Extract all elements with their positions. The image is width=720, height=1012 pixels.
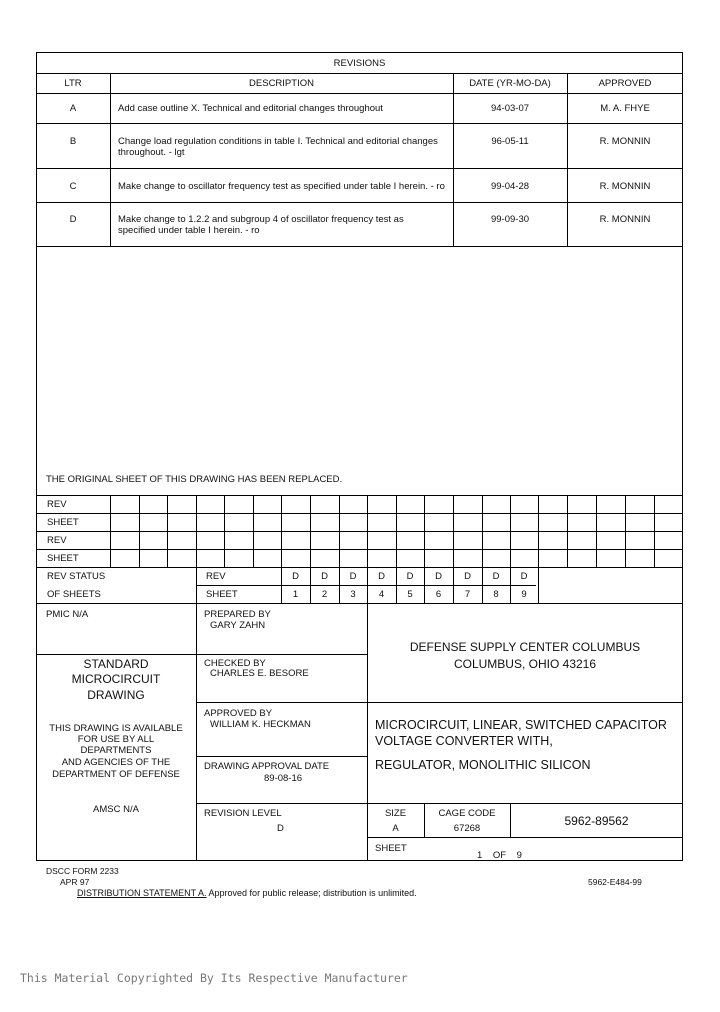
rev-row-label: REV [47, 535, 67, 546]
grid-rule [253, 495, 254, 567]
rule [196, 585, 536, 586]
standard-drawing-line: DRAWING [87, 688, 145, 702]
revision-date: 96-05-11 [491, 136, 529, 147]
grid-rule [339, 495, 340, 567]
rev-status-value: D [378, 571, 385, 582]
rule [196, 702, 683, 703]
grid-rule [596, 495, 597, 567]
revision-description: Make change to oscillator frequency test as specified under table I herein. - ro [118, 181, 445, 192]
grid-rule [167, 495, 168, 567]
rule [36, 603, 683, 604]
revision-approved: R. MONNIN [599, 181, 651, 192]
rule [196, 567, 197, 861]
grid-rule [224, 495, 225, 567]
revision-date: 94-03-07 [490, 103, 530, 114]
rev-status-label: REV STATUS [47, 571, 106, 582]
grid-rule [110, 495, 111, 567]
rule [367, 837, 683, 838]
grid-rule [567, 495, 568, 567]
of-sheets-label: OF SHEETS [47, 589, 101, 600]
sheet-number: 9 [521, 589, 527, 600]
rule [36, 654, 196, 655]
revision-approved: R. MONNIN [599, 214, 651, 225]
revisions-header: REVISIONS [333, 58, 386, 69]
grid-rule [424, 495, 425, 567]
sheet-row-label: SHEET [47, 553, 79, 564]
col-header-approved: APPROVED [598, 78, 652, 89]
grid-rule [453, 495, 454, 567]
revision-approved: R. MONNIN [599, 136, 651, 147]
availability-line: THIS DRAWING IS AVAILABLE [49, 723, 183, 734]
rule [36, 549, 683, 550]
distribution-text: Approved for public release; distribution is unlimited. [208, 888, 417, 898]
sheet-number: 6 [435, 589, 442, 600]
drawing-title-line: VOLTAGE CONVERTER WITH, [375, 734, 553, 748]
rev-row-label: REV [47, 499, 67, 510]
col-header-date: DATE (YR-MO-DA) [469, 78, 551, 89]
checked-by-name: CHARLES E. BESORE [210, 668, 309, 679]
grid-rule [196, 495, 197, 567]
rev-status-value: D [406, 571, 414, 582]
approved-by-name: WILLIAM K. HECKMAN [210, 719, 311, 730]
availability-line: DEPARTMENTS [80, 745, 152, 756]
sheet-row-label: SHEET [47, 517, 79, 528]
prepared-by-label: PREPARED BY [204, 609, 271, 620]
revision-date: 99-04-28 [490, 181, 530, 192]
revision-description: Add case outline X. Technical and editorial changes throughout [118, 103, 383, 114]
revision-ltr: D [69, 214, 77, 225]
grid-rule [310, 495, 311, 567]
revision-ltr: B [69, 136, 77, 147]
approval-date-value: 89-08-16 [264, 773, 303, 784]
agency-name: DEFENSE SUPPLY CENTER COLUMBUS [409, 640, 641, 654]
col-header-ltr: LTR [64, 78, 82, 89]
amsc-label: AMSC N/A [93, 804, 139, 815]
rev-status-rev-label: REV [206, 571, 226, 582]
rule [36, 567, 683, 568]
sheet-of-value: 1 OF 9 [477, 850, 522, 861]
document-code: 5962-E484-99 [588, 877, 642, 887]
rule [110, 73, 111, 246]
distribution-label: DISTRIBUTION STATEMENT A. [77, 888, 207, 898]
rev-status-value: D [321, 571, 328, 582]
sheet-number: 3 [350, 589, 356, 600]
revision-description: Make change to 1.2.2 and subgroup 4 of oscillator frequency test as specified under table I herein. - ro [118, 214, 404, 237]
sheet-number: 7 [464, 589, 471, 600]
grid-rule [482, 495, 483, 567]
distribution-statement [77, 888, 417, 899]
agency-address: COLUMBUS, OHIO 43216 [453, 657, 597, 671]
availability-line: AND AGENCIES OF THE [61, 757, 171, 768]
size-value: A [392, 823, 399, 834]
rule [36, 123, 683, 124]
rev-status-value: D [464, 571, 471, 582]
drawing-number: 5962-89562 [564, 814, 629, 828]
cage-code-value: 67268 [453, 823, 481, 834]
rev-status-value: D [520, 571, 528, 582]
col-header-description: DESCRIPTION [249, 78, 314, 89]
rev-status-sheet-label: SHEET [206, 589, 238, 600]
copyright-watermark: This Material Copyrighted By Its Respective Manufacturer [20, 971, 408, 985]
rev-status-value: D [292, 571, 299, 582]
sheet-number: 5 [407, 589, 413, 600]
rev-status-value: D [435, 571, 442, 582]
sheet-number: 4 [378, 589, 385, 600]
cage-code-label: CAGE CODE [438, 808, 496, 819]
form-date: APR 97 [60, 877, 90, 887]
revision-ltr: A [69, 103, 77, 114]
rev-status-value: D [349, 571, 357, 582]
sheet-label: SHEET [375, 843, 407, 854]
rule [36, 246, 683, 247]
sheet-number: 2 [321, 589, 328, 600]
rule [36, 513, 683, 514]
revision-approved: M. A. FHYE [600, 103, 650, 114]
drawing-title-line: REGULATOR, MONOLITHIC SILICON [375, 758, 591, 772]
rule [36, 495, 683, 496]
original-sheet-notice: THE ORIGINAL SHEET OF THIS DRAWING HAS BEEN REPLACED. [46, 474, 343, 485]
rule [196, 803, 683, 804]
form-number: DSCC FORM 2233 [46, 866, 119, 876]
pmic-label: PMIC N/A [46, 609, 89, 620]
standard-drawing-line: MICROCIRCUIT [71, 672, 161, 686]
rule [196, 756, 367, 757]
revision-level-value: D [277, 823, 284, 834]
rev-status-value: D [492, 571, 500, 582]
size-label: SIZE [384, 808, 407, 819]
approval-date-label: DRAWING APPROVAL DATE [204, 761, 330, 772]
rule [36, 93, 683, 94]
rule [36, 168, 683, 169]
grid-rule [396, 495, 397, 567]
revision-description: Change load regulation conditions in table I. Technical and editorial changes throughout. - lgt [118, 136, 438, 159]
standard-drawing-line: STANDARD [83, 657, 149, 671]
rule [36, 202, 683, 203]
availability-line: FOR USE BY ALL [77, 734, 155, 745]
drawing-title-line: MICROCIRCUIT, LINEAR, SWITCHED CAPACITOR [375, 718, 667, 732]
rule [36, 531, 683, 532]
revision-level-label: REVISION LEVEL [204, 808, 282, 819]
revision-date: 99-09-30 [490, 214, 530, 225]
rule [196, 654, 367, 655]
grid-rule [510, 495, 511, 567]
grid-rule [538, 567, 539, 603]
grid-rule [625, 495, 626, 567]
grid-rule [538, 495, 539, 567]
checked-by-label: CHECKED BY [204, 658, 266, 669]
grid-rule [654, 495, 655, 567]
sheet-number: 8 [493, 589, 499, 600]
revision-ltr: C [69, 181, 77, 192]
grid-rule [281, 495, 282, 567]
approved-by-label: APPROVED BY [204, 708, 273, 719]
grid-rule [367, 495, 368, 567]
availability-line: DEPARTMENT OF DEFENSE [52, 769, 180, 780]
grid-rule [139, 495, 140, 567]
rule [36, 73, 683, 74]
sheet-number: 1 [292, 589, 299, 600]
prepared-by-name: GARY ZAHN [210, 620, 266, 631]
